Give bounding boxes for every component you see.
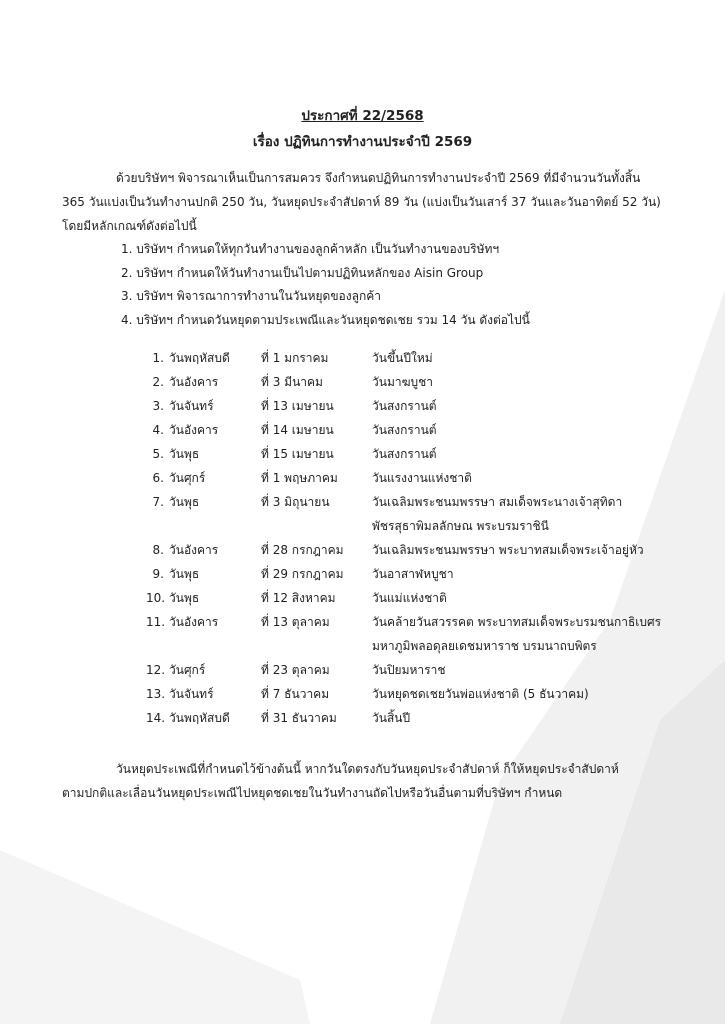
holiday-row	[146, 442, 672, 466]
holiday-date: ที่ 29 กรกฎาคม	[261, 567, 344, 581]
holiday-name: วันแม่แห่งชาติ	[372, 591, 447, 605]
closing-paragraph	[62, 757, 672, 805]
holiday-name: วันสงกรานต์	[372, 447, 437, 461]
holiday-number: 11.	[146, 615, 166, 629]
rules-list	[121, 238, 530, 332]
holiday-date: ที่ 3 มีนาคม	[261, 375, 323, 389]
holiday-row	[146, 394, 672, 418]
holiday-number: 3.	[152, 399, 164, 413]
intro-line: โดยมีหลักเกณฑ์ดังต่อไปนี้	[62, 219, 197, 233]
holiday-weekday: วันศุกร์	[169, 471, 206, 485]
closing-line: วันหยุดประเพณีที่กำหนดไว้ข้างต้นนี้ หากวันใดตรงกับวันหยุดประจำสัปดาห์ ก็ให้หยุดประจำสัปดาห์	[116, 762, 619, 776]
intro-paragraph	[62, 166, 667, 238]
holiday-row	[146, 466, 672, 490]
holiday-number: 6.	[152, 471, 164, 485]
holiday-name: วันปิยมหาราช	[372, 663, 446, 677]
rule-item: 4. บริษัทฯ กำหนดวันหยุดตามประเพณีและวันหยุดชดเชย รวม 14 วัน ดังต่อไปนี้	[121, 312, 530, 327]
rule-item: 1. บริษัทฯ กำหนดให้ทุกวันทำงานของลูกค้าหลัก เป็นวันทำงานของบริษัทฯ	[121, 242, 500, 256]
holiday-number: 13.	[146, 687, 166, 701]
holiday-name: วันมาฆบูชา	[372, 375, 433, 389]
holiday-weekday: วันจันทร์	[169, 687, 214, 701]
holiday-row	[146, 610, 672, 658]
holiday-weekday: วันศุกร์	[169, 663, 206, 677]
holiday-number: 14.	[146, 711, 166, 725]
holiday-weekday: วันอังคาร	[169, 543, 219, 557]
holiday-indent-spacer	[146, 634, 372, 658]
holiday-row	[146, 418, 672, 442]
holiday-weekday: วันพุธ	[169, 567, 200, 581]
holiday-number: 1.	[152, 351, 164, 365]
holiday-list	[146, 346, 672, 730]
intro-line: 365 วันแบ่งเป็นวันทำงานปกติ 250 วัน, วันหยุดประจำสัปดาห์ 89 วัน (แบ่งเป็นวันเสาร์ 37 วันและวันอาทิตย์ 52 วัน)	[62, 195, 661, 209]
holiday-row	[146, 370, 672, 394]
holiday-date: ที่ 15 เมษายน	[261, 447, 334, 461]
holiday-weekday: วันอังคาร	[169, 423, 219, 437]
holiday-number: 10.	[146, 591, 166, 605]
holiday-name: วันคล้ายวันสวรรคต พระบาทสมเด็จพระบรมชนกาธิเบศร	[372, 615, 662, 629]
holiday-name: วันสงกรานต์	[372, 423, 437, 437]
holiday-number: 2.	[152, 375, 164, 389]
holiday-date: ที่ 23 ตุลาคม	[261, 663, 330, 677]
holiday-indent-spacer	[146, 514, 372, 538]
announcement-number: ประกาศที่ 22/2568	[301, 108, 424, 124]
holiday-date: ที่ 12 สิงหาคม	[261, 591, 336, 605]
holiday-row	[146, 490, 672, 538]
rule-item: 2. บริษัทฯ กำหนดให้วันทำงานเป็นไปตามปฏิทินหลักของ Aisin Group	[121, 265, 484, 280]
holiday-weekday: วันพุธ	[169, 591, 200, 605]
holiday-date: ที่ 7 ธันวาคม	[261, 687, 330, 701]
holiday-number: 12.	[146, 663, 166, 677]
holiday-date: ที่ 1 มกราคม	[261, 351, 329, 365]
holiday-number: 4.	[152, 423, 164, 437]
holiday-date: ที่ 13 เมษายน	[261, 399, 334, 413]
holiday-row	[146, 538, 672, 562]
holiday-weekday: วันพุธ	[169, 495, 200, 509]
holiday-number: 7.	[152, 495, 164, 509]
holiday-row	[146, 562, 672, 586]
holiday-row	[146, 658, 672, 682]
holiday-name: วันเฉลิมพระชนมพรรษา สมเด็จพระนางเจ้าสุทิดา	[372, 495, 623, 509]
holiday-weekday: วันอังคาร	[169, 615, 219, 629]
holiday-name-continued: พัชรสุธาพิมลลักษณ พระบรมราชินี	[372, 519, 549, 533]
holiday-row	[146, 346, 672, 370]
holiday-name: วันเฉลิมพระชนมพรรษา พระบาทสมเด็จพระเจ้าอยู่หัว	[372, 543, 644, 557]
holiday-weekday: วันพฤหัสบดี	[169, 711, 230, 725]
holiday-weekday: วันพุธ	[169, 447, 200, 461]
holiday-weekday: วันอังคาร	[169, 375, 219, 389]
holiday-name-continued: มหาภูมิพลอดุลยเดชมหาราช บรมนาถบพิตร	[372, 639, 597, 653]
holiday-date: ที่ 13 ตุลาคม	[261, 615, 330, 629]
intro-line: ด้วยบริษัทฯ พิจารณาเห็นเป็นการสมควร จึงกำหนดปฏิทินการทำงานประจำปี 2569 ที่มีจำนวนวันทั้งสิ้น	[116, 171, 641, 185]
holiday-name: วันขึ้นปีใหม่	[372, 351, 433, 365]
holiday-name: วันสิ้นปี	[372, 711, 411, 725]
rule-item: 3. บริษัทฯ พิจารณาการทำงานในวันหยุดของลูกค้า	[121, 289, 381, 303]
closing-line: ตามปกติและเลื่อนวันหยุดประเพณีไปหยุดชดเชยในวันทำงานถัดไปหรือวันอื่นตามที่บริษัทฯ กำหนด	[62, 786, 563, 800]
holiday-row	[146, 586, 672, 610]
holiday-row	[146, 682, 672, 706]
holiday-weekday: วันพฤหัสบดี	[169, 351, 230, 365]
holiday-name: วันสงกรานต์	[372, 399, 437, 413]
announcement-subject: เรื่อง ปฏิทินการทำงานประจำปี 2569	[252, 134, 473, 150]
holiday-number: 9.	[152, 567, 164, 581]
holiday-number: 8.	[152, 543, 164, 557]
holiday-name: วันอาสาฬหบูชา	[372, 567, 454, 581]
holiday-date: ที่ 1 พฤษภาคม	[261, 471, 338, 485]
holiday-date: ที่ 31 ธันวาคม	[261, 711, 337, 725]
holiday-number: 5.	[152, 447, 164, 461]
holiday-name: วันหยุดชดเชยวันพ่อแห่งชาติ (5 ธันวาคม)	[372, 687, 589, 701]
holiday-row	[146, 706, 672, 730]
holiday-date: ที่ 3 มิถุนายน	[261, 495, 330, 509]
holiday-date: ที่ 28 กรกฎาคม	[261, 543, 344, 557]
holiday-weekday: วันจันทร์	[169, 399, 214, 413]
holiday-name: วันแรงงานแห่งชาติ	[372, 471, 472, 485]
holiday-date: ที่ 14 เมษายน	[261, 423, 334, 437]
